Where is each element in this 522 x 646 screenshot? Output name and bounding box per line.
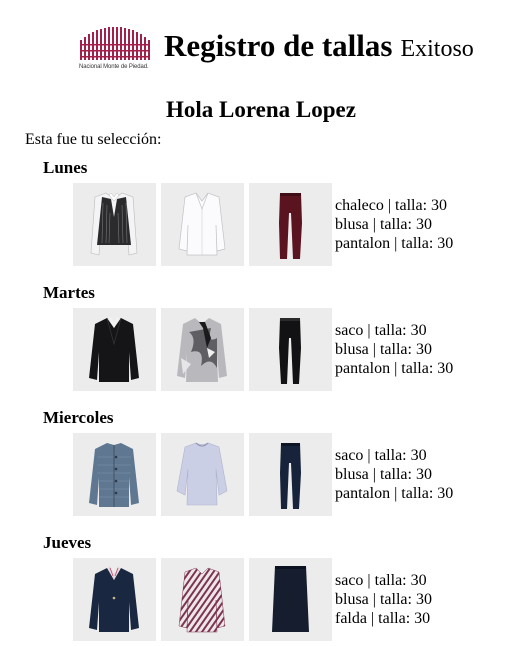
day-section-jueves bbox=[43, 533, 503, 627]
list-item: pantalon | talla: 30 bbox=[335, 485, 454, 502]
list-item: blusa | talla: 30 bbox=[335, 466, 432, 483]
list-item: saco | talla: 30 bbox=[335, 572, 427, 589]
striped-blouse-icon bbox=[161, 558, 244, 641]
list-item: pantalon | talla: 30 bbox=[335, 235, 454, 252]
greeting: Hola Lorena Lopez bbox=[166, 97, 356, 122]
lilac-blouse-icon bbox=[161, 433, 244, 516]
day-title: Lunes bbox=[43, 158, 88, 177]
list-item: blusa | talla: 30 bbox=[335, 341, 432, 358]
list-item: saco | talla: 30 bbox=[335, 447, 427, 464]
burgundy-pants-icon bbox=[249, 183, 332, 266]
selection-list bbox=[335, 196, 453, 253]
header bbox=[78, 22, 498, 74]
day-title: Martes bbox=[43, 283, 95, 302]
list-item: falda | talla: 30 bbox=[335, 610, 431, 627]
nacional-monte-de-piedad-logo bbox=[78, 24, 158, 72]
logo-text: Nacional Monte de Piedad. bbox=[79, 64, 149, 70]
selection-list bbox=[335, 446, 453, 503]
tweed-jacket-icon bbox=[73, 433, 156, 516]
vest-blouse-icon bbox=[73, 183, 156, 266]
black-jacket-icon bbox=[73, 308, 156, 391]
list-item: blusa | talla: 30 bbox=[335, 591, 432, 608]
selection-list bbox=[335, 321, 453, 378]
day-section-lunes bbox=[43, 158, 503, 252]
day-section-miercoles bbox=[43, 408, 503, 502]
selection-list bbox=[335, 571, 432, 628]
day-title: Jueves bbox=[43, 533, 92, 552]
title-status: Exitoso bbox=[400, 36, 474, 62]
navy-jacket-icon bbox=[73, 558, 156, 641]
day-title: Miercoles bbox=[43, 408, 114, 427]
list-item: blusa | talla: 30 bbox=[335, 216, 432, 233]
white-blouse-icon bbox=[161, 183, 244, 266]
day-section-martes bbox=[43, 283, 503, 377]
title-main: Registro de tallas bbox=[164, 28, 393, 63]
page-title bbox=[164, 28, 474, 64]
list-item: saco | talla: 30 bbox=[335, 322, 427, 339]
navy-pants-icon bbox=[249, 433, 332, 516]
intro-text: Esta fue tu selección: bbox=[25, 131, 162, 148]
list-item: chaleco | talla: 30 bbox=[335, 197, 448, 214]
black-pants-icon bbox=[249, 308, 332, 391]
navy-skirt-icon bbox=[249, 558, 332, 641]
list-item: pantalon | talla: 30 bbox=[335, 360, 454, 377]
print-blouse-icon bbox=[161, 308, 244, 391]
